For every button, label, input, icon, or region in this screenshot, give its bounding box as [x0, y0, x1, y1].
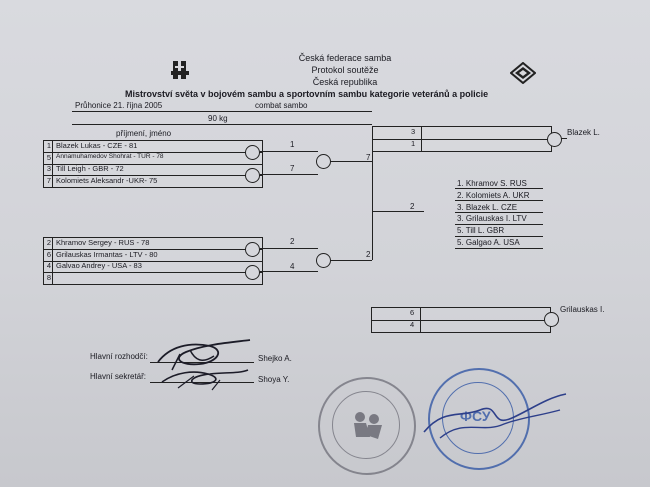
signature-marks-icon: [150, 336, 260, 394]
federation-name: Česká federace samba: [298, 53, 392, 63]
table-row: 6: [372, 308, 550, 321]
chief-secretary-label: Hlavní sekretář:: [90, 372, 147, 381]
name-column-header: příjmení, jméno: [116, 129, 172, 138]
championship-title: Mistrovství světa v bojovém sambu a sportovním sambu kategorie veteránů a policie: [125, 89, 489, 99]
weight-category: 90 kg: [208, 114, 228, 123]
list-item: 5. Till L. GBR: [457, 226, 505, 236]
table-row: 3: [373, 127, 551, 140]
result-b2: 4: [290, 262, 295, 271]
discipline: combat sambo: [255, 101, 308, 110]
result-b1: 2: [290, 237, 295, 246]
place-date: Průhonice 21. října 2005: [75, 101, 163, 110]
stamp-signature-icon: [420, 388, 570, 448]
table-row: 4: [410, 320, 415, 329]
repechage-a-table: [372, 126, 552, 152]
table-row: 8: [44, 273, 262, 284]
chief-judge-name: Shejko A.: [258, 354, 292, 363]
result-b-semi: 2: [366, 250, 371, 259]
table-row: 1: [411, 139, 416, 148]
sambo-logo-right-icon: [510, 62, 536, 84]
result-a2: 7: [290, 164, 295, 173]
pool-b-table: [43, 237, 263, 285]
chief-secretary-name: Shoya Y.: [258, 375, 290, 384]
list-item: 3. Blazek L. CZE: [457, 202, 518, 212]
table-row: 5 Annamuhamedov Shohrat - TUR - 78: [44, 153, 262, 165]
list-item: 5. Galgao A. USA: [457, 237, 520, 247]
sambo-logo-left-icon: [170, 59, 190, 83]
country-name: Česká republika: [312, 77, 378, 87]
list-item: 2. Kolomiets A. UKR: [457, 190, 530, 200]
result-a-semi: 7: [366, 153, 371, 162]
protocol-title: Protokol soutěže: [311, 65, 379, 75]
chief-judge-label: Hlavní rozhodčí:: [90, 352, 148, 361]
czech-sambo-stamp: [318, 377, 416, 475]
table-row: 6 Grilauskas Irmantas - LTV - 80: [44, 250, 262, 262]
repechage-b-winner: Grilauskas I.: [560, 305, 605, 314]
list-item: 1. Khramov S. RUS: [457, 179, 527, 188]
stamp-center-text: ФСУ: [460, 408, 491, 424]
table-row: 3 Till Leigh - GBR - 72: [44, 164, 262, 176]
repechage-a-winner: Blazek L.: [567, 128, 600, 137]
table-row: 1 Blazek Lukas - CZE - 81: [44, 141, 262, 153]
table-row: 2 Khramov Sergey - RUS - 78: [44, 238, 262, 250]
repechage-b-table: [371, 307, 551, 333]
table-row: 7 Kolomiets Aleksandr -UKR- 75: [44, 176, 262, 187]
table-row: 4 Galvao Andrey - USA - 83: [44, 261, 262, 273]
list-item: 3. Grilauskas I. LTV: [457, 214, 527, 224]
final-result: 2: [410, 202, 415, 211]
wrestlers-icon: [348, 409, 386, 441]
result-a1: 1: [290, 140, 295, 149]
pool-a-table: [43, 140, 263, 188]
